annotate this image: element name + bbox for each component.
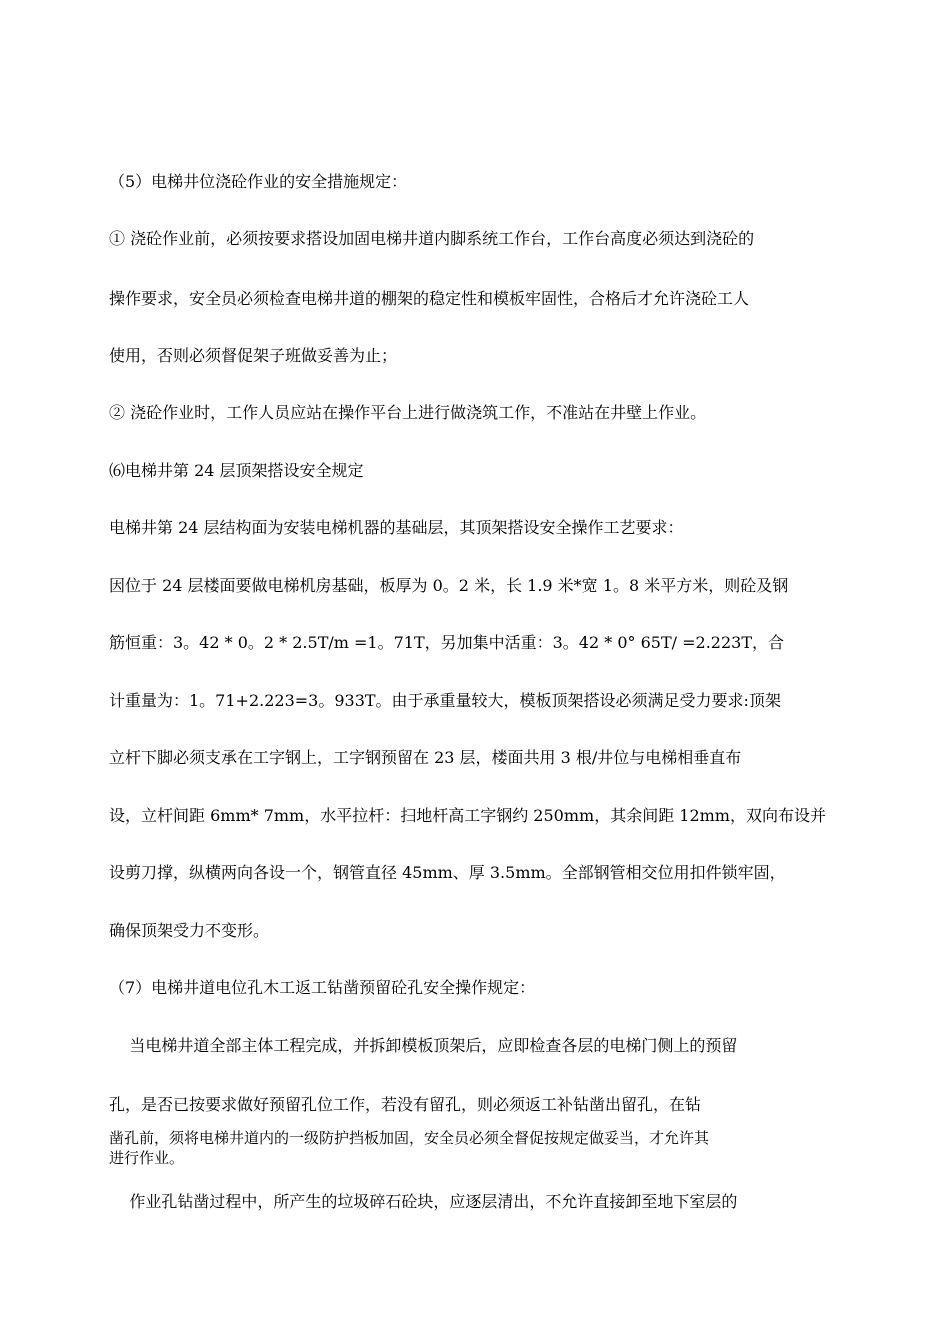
paragraph-line: 确保顶架受力不变形。 xyxy=(109,921,270,940)
paragraph-line: 凿孔前，须将电梯井道内的一级防护挡板加固，安全员必须全督促按规定做妥当，才允许其 xyxy=(109,1129,710,1147)
paragraph-line: 当电梯井道全部主体工程完成，并拆卸模板顶架后，应即检查各层的电梯门侧上的预留 xyxy=(109,1036,738,1055)
paragraph-line: 进行作业。 xyxy=(109,1149,185,1167)
paragraph-line: 电梯井第 24 层结构面为安装电梯机器的基础层，其顶架搭设安全操作工艺要求： xyxy=(109,518,684,537)
section-7-heading: （7）电梯井道电位孔木工返工钻凿预留砼孔安全操作规定： xyxy=(109,978,536,997)
paragraph-line: 立杆下脚必须支承在工字钢上，工字钢预留在 23 层，楼面共用 3 根/井位与电梯相垂直布 xyxy=(109,748,742,767)
section-6-heading: ⑹电梯井第 24 层顶架搭设安全规定 xyxy=(109,461,364,480)
section-5-heading: （5）电梯井位浇砼作业的安全措施规定： xyxy=(109,172,408,191)
paragraph-line: ② 浇砼作业时，工作人员应站在操作平台上进行做浇筑工作，不准站在井壁上作业。 xyxy=(109,403,707,422)
paragraph-line: 因位于 24 层楼面要做电梯机房基础，板厚为 0。2 米，长 1.9 米*宽 1。8 米平方米，则砼及钢 xyxy=(109,576,789,595)
paragraph-line: 设，立杆间距 6mm* 7mm，水平拉杆：扫地杆高工字钢约 250mm，其余间距 12mm，双向布设并 xyxy=(109,806,826,825)
paragraph-line: 筋恒重：3。42 * 0。2 * 2.5T/m =1。71T，另加集中活重：3。42 * 0° 65T/ =2.223T，合 xyxy=(109,633,784,652)
paragraph-line: 使用，否则必须督促架子班做妥善为止； xyxy=(109,346,398,365)
paragraph-line: 计重量为：1。71+2.223=3。933T。由于承重量较大，模板顶架搭设必须满足受力要求:顶架 xyxy=(109,691,781,710)
paragraph-line: ① 浇砼作业前，必须按要求搭设加固电梯井道内脚系统工作台，工作台高度必须达到浇砼的 xyxy=(109,229,755,248)
paragraph-line: 作业孔钻凿过程中，所产生的垃圾碎石砼块，应逐层清出，不允许直接卸至地下室层的 xyxy=(109,1192,738,1211)
paragraph-line: 操作要求，安全员必须检查电梯井道的棚架的稳定性和模板牢固性，合格后才允许浇砼工人 xyxy=(109,289,750,308)
paragraph-line: 孔，是否已按要求做好预留孔位工作，若没有留孔，则必须返工补钻凿出留孔，在钻 xyxy=(109,1095,702,1114)
paragraph-line: 设剪刀撑，纵横两向各设一个，钢管直径 45mm、厚 3.5mm。全部钢管相交位用扣件锁牢固， xyxy=(109,863,786,882)
